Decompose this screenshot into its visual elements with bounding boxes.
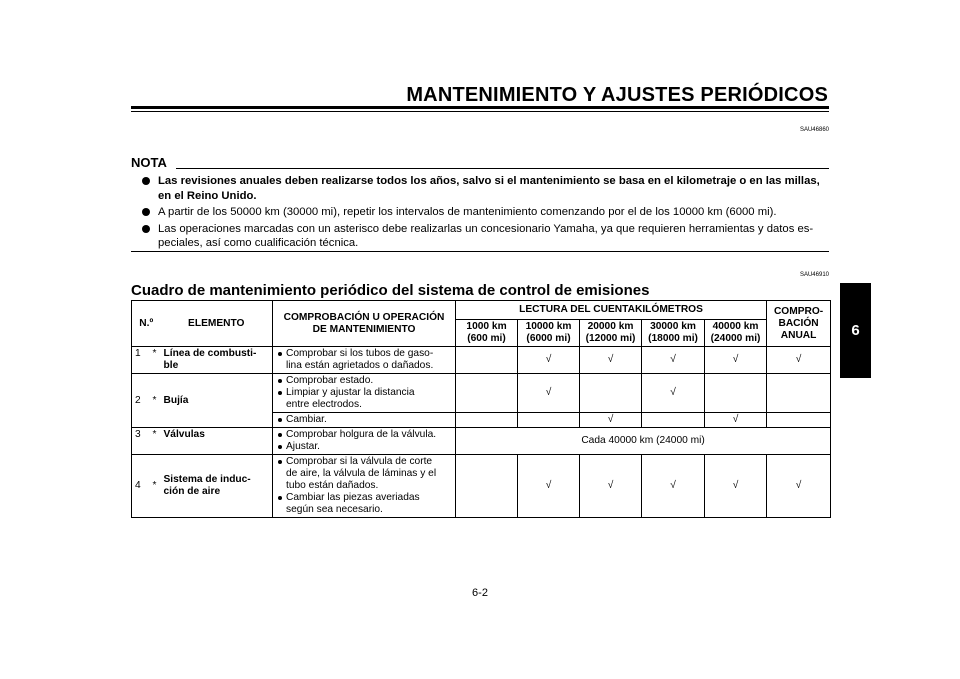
row-operations	[273, 413, 456, 428]
cell-empty	[705, 374, 767, 413]
header-interval: 20000 km (12000 mi)	[580, 320, 642, 347]
section-title: Cuadro de mantenimiento periódico del sistema de control de emisiones	[131, 282, 650, 299]
ref-code-section: SAU46910	[799, 272, 829, 278]
operation-item: Comprobar holgura de la válvula.	[277, 429, 452, 441]
cell-empty	[456, 374, 518, 413]
check-mark: √	[705, 347, 767, 374]
row-number: 3	[132, 428, 149, 455]
title-rule-thin	[131, 111, 829, 112]
row-element: Sistema de induc- ción de aire	[161, 455, 273, 518]
header-interval: 10000 km (6000 mi)	[518, 320, 580, 347]
row-element: Bujía	[161, 374, 273, 428]
table-row	[132, 428, 831, 455]
page-number: 6-2	[472, 587, 488, 599]
operation-item: Comprobar si los tubos de gaso- lina están agrietados o dañados.	[277, 348, 452, 372]
header-operation: COMPROBACIÓN U OPERACIÓN DE MANTENIMIENTO	[273, 301, 456, 347]
page-title: MANTENIMIENTO Y AJUSTES PERIÓDICOS	[406, 84, 828, 106]
check-mark: √	[580, 347, 642, 374]
check-mark: √	[642, 455, 705, 518]
header-odometer: LECTURA DEL CUENTAKILÓMETROS	[456, 301, 767, 320]
ref-code-note: SAU46860	[799, 127, 829, 133]
cell-empty	[456, 455, 518, 518]
check-mark: √	[767, 347, 831, 374]
cell-empty	[518, 413, 580, 428]
row-number: 1	[132, 347, 149, 374]
check-mark: √	[705, 413, 767, 428]
check-mark: √	[580, 455, 642, 518]
cell-empty	[456, 347, 518, 374]
check-mark: √	[518, 347, 580, 374]
check-mark: √	[580, 413, 642, 428]
operation-item: Ajustar.	[277, 441, 452, 453]
header-annual: COMPRO- BACIÓN ANUAL	[767, 301, 831, 347]
note-list	[142, 174, 830, 253]
row-number: 4	[132, 455, 149, 518]
table-row	[132, 455, 831, 518]
title-rule	[131, 106, 829, 109]
note-label: NOTA	[131, 155, 167, 170]
asterisk: *	[149, 347, 161, 374]
operation-item: Limpiar y ajustar la distancia entre electrodos.	[277, 387, 452, 411]
cell-empty	[767, 374, 831, 413]
operation-item: Cambiar.	[277, 414, 452, 426]
row-element: Válvulas	[161, 428, 273, 455]
row-operations	[273, 347, 456, 374]
operation-item: Comprobar estado.	[277, 375, 452, 387]
operation-item: Comprobar si la válvula de corte de aire, la válvula de láminas y el tubo están dañados.	[277, 456, 452, 492]
note-item: Las revisiones anuales deben realizarse todos los años, salvo si el mantenimiento se basa en el kilometraje o en las millas, en el Reino Unido.	[142, 174, 830, 203]
header-element: ELEMENTO	[161, 301, 273, 347]
check-mark: √	[705, 455, 767, 518]
row-operations	[273, 455, 456, 518]
table-row	[132, 347, 831, 374]
asterisk: *	[149, 455, 161, 518]
maintenance-table	[131, 300, 831, 518]
operation-item: Cambiar las piezas averiadas según sea necesario.	[277, 492, 452, 516]
header-no: N.º	[132, 301, 161, 347]
cell-empty	[580, 374, 642, 413]
check-mark: √	[642, 374, 705, 413]
row-number: 2	[132, 374, 149, 428]
cell-empty	[642, 413, 705, 428]
table-row	[132, 374, 831, 413]
check-mark: √	[518, 455, 580, 518]
header-interval: 40000 km (24000 mi)	[705, 320, 767, 347]
chapter-tab: 6	[840, 283, 871, 378]
row-operations	[273, 428, 456, 455]
note-item: Las operaciones marcadas con un asterisco debe realizarlas un concesionario Yamaha, ya que requieren herramientas y datos es-peciales, así como cualificación técnica.	[142, 222, 830, 251]
note-item: A partir de los 50000 km (30000 mi), repetir los intervalos de mantenimiento comenzando por el de los 10000 km (6000 mi).	[142, 205, 830, 220]
header-interval: 30000 km (18000 mi)	[642, 320, 705, 347]
note-rule	[176, 168, 829, 169]
note-bottom-rule	[131, 251, 829, 252]
interval-text: Cada 40000 km (24000 mi)	[456, 428, 831, 455]
cell-empty	[767, 413, 831, 428]
header-interval: 1000 km (600 mi)	[456, 320, 518, 347]
check-mark: √	[767, 455, 831, 518]
row-element: Línea de combusti- ble	[161, 347, 273, 374]
asterisk: *	[149, 374, 161, 428]
row-operations	[273, 374, 456, 413]
asterisk: *	[149, 428, 161, 455]
check-mark: √	[518, 374, 580, 413]
table-header-row	[132, 301, 831, 320]
check-mark: √	[642, 347, 705, 374]
cell-empty	[456, 413, 518, 428]
